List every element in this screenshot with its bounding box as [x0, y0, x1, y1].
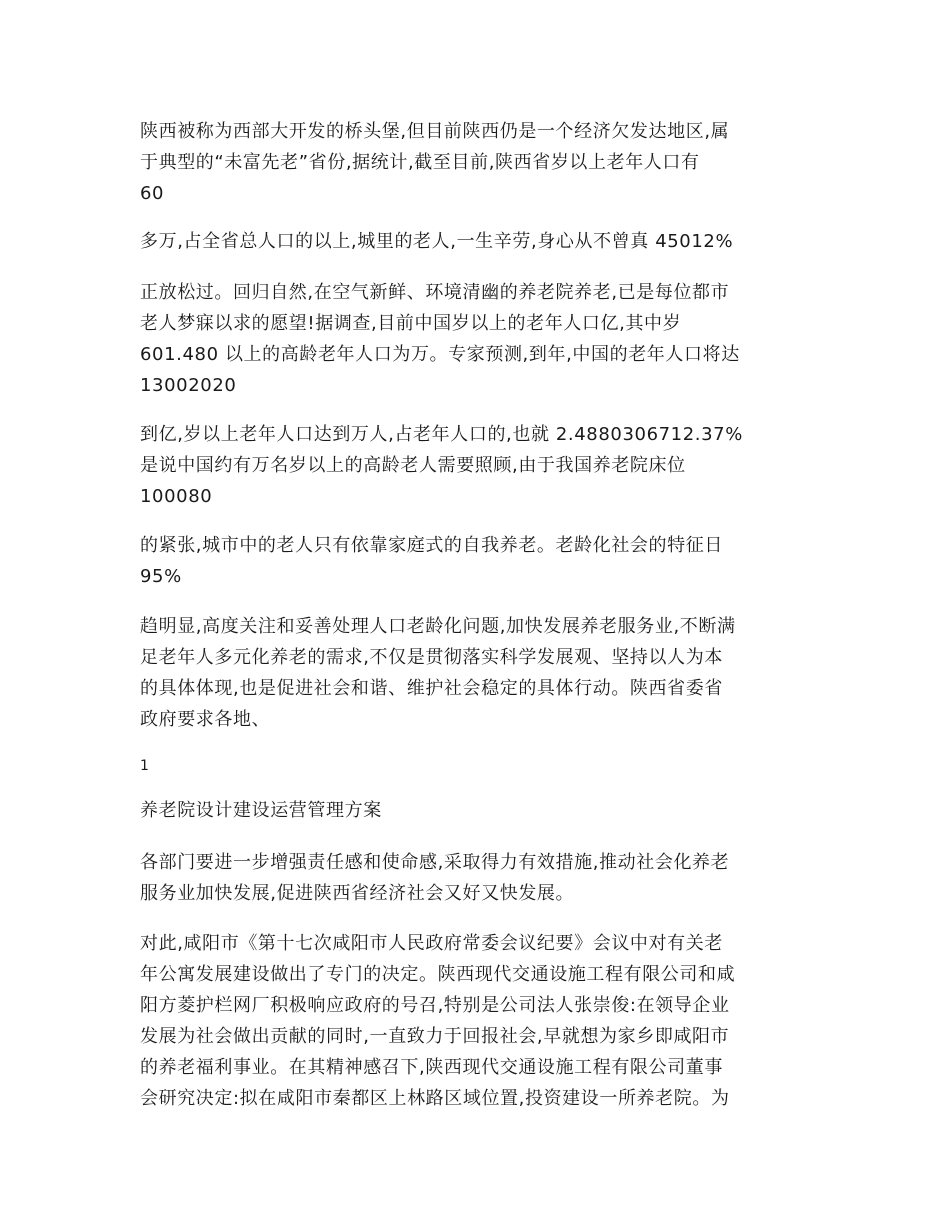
paragraph-3 — [140, 277, 810, 401]
text-line: 服务业加快发展,促进陕西省经济社会又好又快发展。 — [140, 883, 575, 904]
text-line: 老人梦寐以求的愿望!据调查,目前中国岁以上的老年人口亿,其中岁 — [140, 313, 682, 334]
text-line: 足老年人多元化养老的需求,不仅是贯彻落实科学发展观、坚持以人为本 — [140, 647, 723, 668]
text-line: 95% — [140, 566, 182, 587]
page-number: 1 — [140, 758, 150, 774]
text-line: 发展为社会做出贡献的同时,一直致力于回报社会,早就想为家乡即咸阳市 — [140, 1026, 730, 1047]
text-line: 陕西被称为西部大开发的桥头堡,但目前陕西仍是一个经济欠发达地区,属 — [140, 121, 730, 142]
text-line: 会研究决定:拟在咸阳市秦都区上林路区域位置,投资建设一所养老院。为 — [140, 1088, 730, 1109]
text-line: 于典型的“未富先老”省份,据统计,截至目前,陕西省岁以上老年人口有 — [140, 152, 700, 173]
text-line: 趋明显,高度关注和妥善处理人口老龄化问题,加快发展养老服务业,不断满 — [140, 616, 736, 637]
text-line: 的紧张,城市中的老人只有依靠家庭式的自我养老。老龄化社会的特征日 — [140, 535, 723, 556]
running-header-title: 养老院设计建设运营管理方案 — [140, 800, 382, 821]
paragraph-5 — [140, 530, 810, 592]
text-line: 100080 — [140, 486, 213, 507]
text-line: 的养老福利事业。在其精神感召下,陕西现代交通设施工程有限公司董事 — [140, 1057, 723, 1078]
text-line: 政府要求各地、 — [140, 709, 271, 730]
paragraph-7 — [140, 847, 810, 909]
paragraph-6 — [140, 611, 810, 735]
text-line: 各部门要进一步增强责任感和使命感,采取得力有效措施,推动社会化养老 — [140, 852, 730, 873]
text-line: 到亿,岁以上老年人口达到万人,占老年人口的,也就 2.4880306712.37% — [140, 424, 743, 445]
text-line: 阳方菱护栏网厂积极响应政府的号召,特别是公司法人张崇俊:在领导企业 — [140, 995, 730, 1016]
text-line: 60 — [140, 183, 165, 204]
text-line: 13002020 — [140, 375, 237, 396]
text-line: 多万,占全省总人口的以上,城里的老人,一生辛劳,身心从不曾真 45012% — [140, 231, 734, 252]
text-line: 正放松过。回归自然,在空气新鲜、环境清幽的养老院养老,已是每位都市 — [140, 282, 730, 303]
paragraph-8 — [140, 928, 810, 1114]
paragraph-1 — [140, 116, 810, 209]
paragraph-2 — [140, 226, 810, 257]
text-line: 601.480 以上的高龄老年人口为万。专家预测,到年,中国的老年人口将达 — [140, 344, 740, 365]
text-line: 对此,咸阳市《第十七次咸阳市人民政府常委会议纪要》会议中对有关老 — [140, 933, 723, 954]
text-line: 年公寓发展建设做出了专门的决定。陕西现代交通设施工程有限公司和咸 — [140, 964, 736, 985]
paragraph-4 — [140, 419, 810, 512]
text-line: 是说中国约有万名岁以上的高龄老人需要照顾,由于我国养老院床位 — [140, 455, 686, 476]
text-line: 的具体体现,也是促进社会和谐、维护社会稳定的具体行动。陕西省委省 — [140, 678, 723, 699]
